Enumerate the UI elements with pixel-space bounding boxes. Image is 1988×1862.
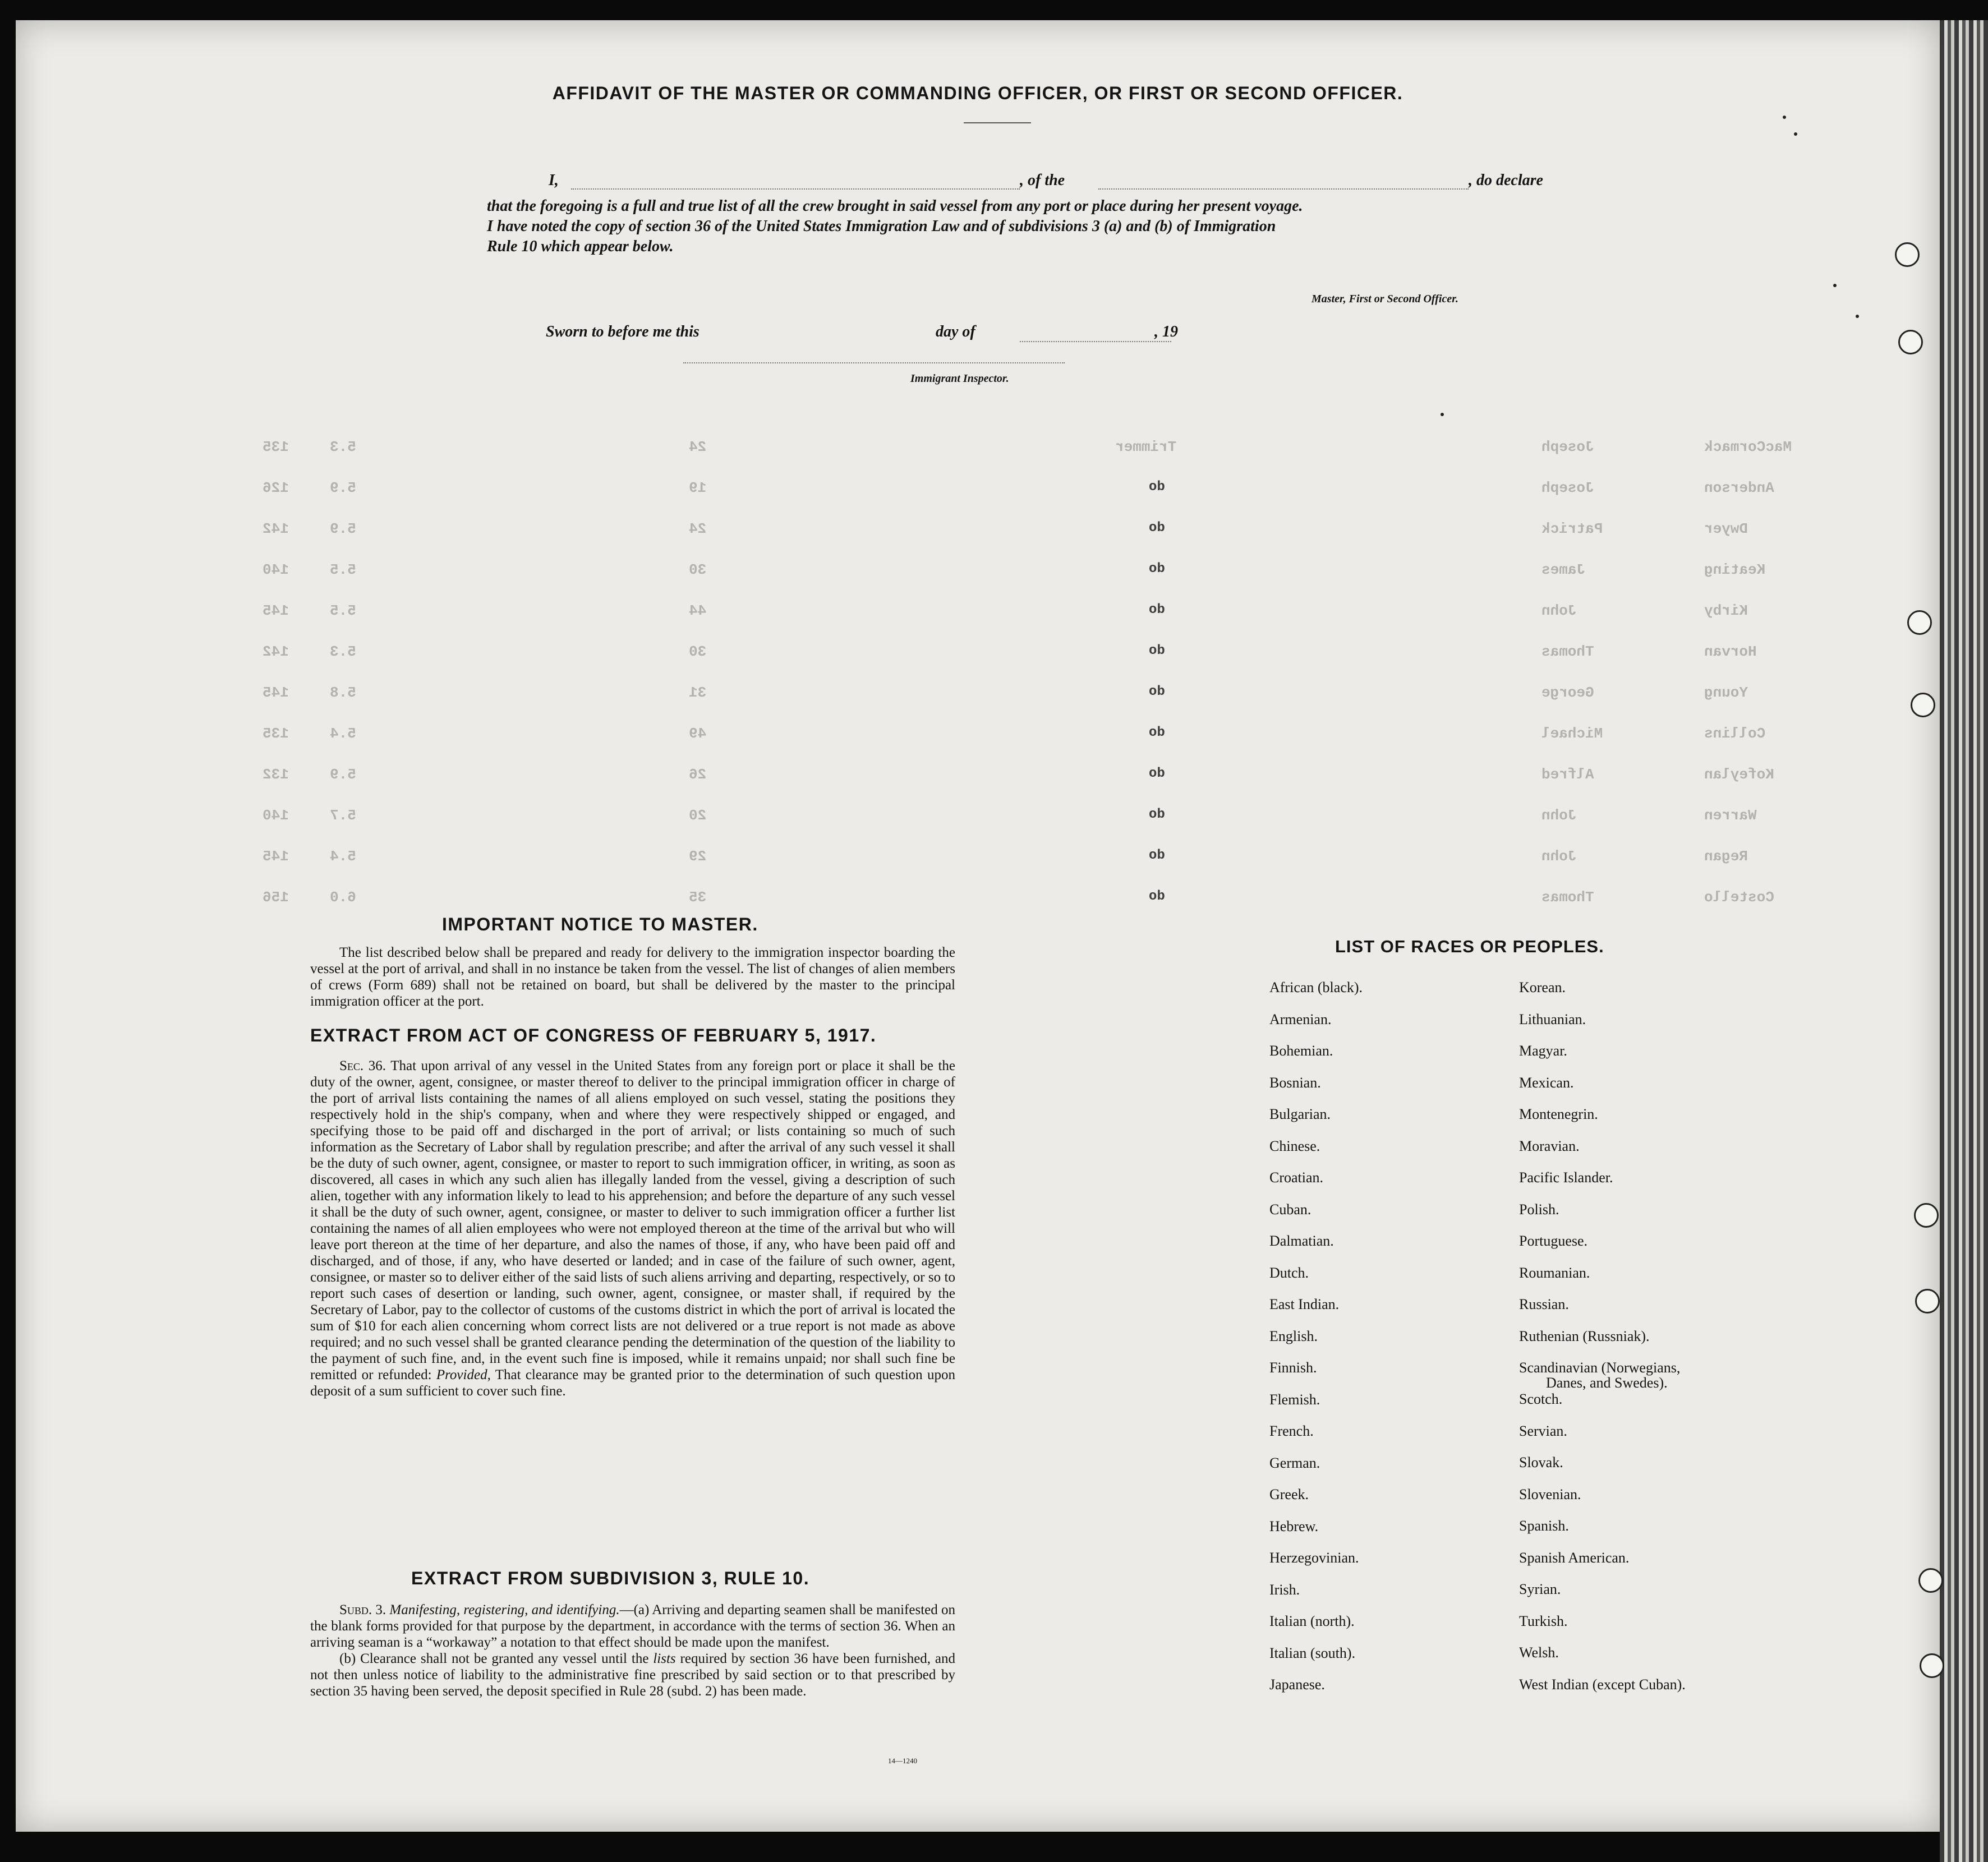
race-item: Moravian. [1519,1137,1580,1154]
race-item: Montenegrin. [1519,1106,1598,1122]
race-item: Portuguese. [1519,1233,1588,1249]
ghost-last-name: Young [1704,684,1748,701]
ghost-height: 5.8 [330,684,356,701]
race-item: Herzegovinian. [1269,1550,1359,1566]
race-item: French. [1269,1423,1314,1439]
punch-hole [1911,693,1935,717]
race-item: Hebrew. [1269,1518,1319,1534]
race-item: Dutch. [1269,1264,1309,1281]
ghost-last-name: Anderson [1704,480,1774,496]
ghost-position: do [1149,889,1165,904]
ghost-position: do [1149,561,1165,577]
para-b-1: Clearance shall not be granted any vessel until the [360,1651,649,1666]
ghost-last-name: Collins [1704,725,1766,742]
race-item: Servian. [1519,1422,1567,1439]
ghost-position: do [1149,684,1165,699]
form-sheet [16,20,1940,1832]
race-item: Welsh. [1519,1644,1559,1661]
speck [1833,284,1837,287]
speck [1441,413,1444,416]
inspector-label: Immigrant Inspector. [910,372,1009,385]
race-item: Turkish. [1519,1612,1568,1629]
race-item: African (black). [1269,979,1363,995]
ghost-last-name: Costello [1704,889,1774,906]
ghost-height: 5.9 [330,766,356,783]
important-notice-heading: IMPORTANT NOTICE TO MASTER. [442,914,758,934]
ghost-first-name: John [1541,602,1577,619]
declaration-line-2: that the foregoing is a full and true list of all the crew brought in said vessel from any port or place during her present voyage. [487,197,1303,215]
race-item: Bosnian. [1269,1074,1321,1091]
declaration-i: I, [549,172,559,189]
ghost-last-name: MacCormack [1704,439,1792,455]
race-item: Finnish. [1269,1359,1317,1376]
ghost-last-name: Warren [1704,807,1757,824]
race-item: Slovak. [1519,1454,1563,1471]
ghost-age: 31 [689,684,707,701]
punch-hole [1920,1653,1944,1678]
form-number: 14—1240 [888,1757,917,1765]
race-item: Roumanian. [1519,1264,1590,1281]
declaration-line-4: Rule 10 which appear below. [487,238,674,255]
ghost-age: 20 [689,807,707,824]
ghost-last-name: Dwyer [1704,520,1748,537]
race-item: Slovenian. [1519,1486,1581,1502]
race-item: Bohemian. [1269,1043,1333,1059]
speck [1794,132,1797,136]
ghost-first-name: John [1541,848,1577,865]
ghost-position: do [1149,725,1165,740]
binding-edge [1940,20,1988,1862]
punch-hole [1898,330,1923,354]
name-blank [571,188,1020,190]
sworn-text: Sworn to before me this [546,323,700,340]
sec-36-text: That upon arrival of any vessel in the United States from any foreign port or place it shall be the duty of the owner, agent, consignee, or master thereof to deliver to the principal immigration officer in charge of the port of arrival lists containing the names of all aliens employed on such vessel, stating the positions they respectively hold in the ship's company, when and where they were respectively shipped or engaged, and specifying those to be paid off and discharged in the port of arrival; or lists containing so much of such information as the Secretary of Labor shall by regulation prescribe; and after the arrival of any such vessel it shall be the duty of such owner, agent, consignee, or master to report to such immigration officer, in writing, as soon as discovered, all cases in which any such alien has illegally landed from the vessel, giving a description of such alien, together with any information likely to lead to his apprehension; and before the departure of any such vessel it shall be the duty of such owner, agent, consignee, or master to deliver to such immigration officer a further list containing the names of all alien employees who were not employed thereon at the time of the arrival but who will leave port thereon at the time of her departure, and also the names of those, if any, who have been paid off and discharged, and of those, if any, who have deserted or landed; and in case of the failure of such owner, agent, consignee, or master so to deliver either of the said lists of such aliens arriving and departing, respectively, or so to report such cases of desertion or landing, such owner, agent, consignee, or master shall, if required by the Secretary of Labor, pay to the collector of customs of the customs district in which the port of arrival is located the sum of $10 for each alien concerning whom correct lists are not delivered or a true report is not made as above required; and no such vessel shall be granted clearance pending the determination of the question of the liability to the payment of such fine, and, in the event such fine is imposed, while it remains unpaid; nor shall such fine be remitted or refunded: [310,1058,955,1382]
punch-hole [1915,1289,1940,1313]
title-divider [964,122,1031,123]
ghost-number: 156 [263,889,289,906]
ghost-height: 5.9 [330,480,356,496]
ghost-age: 24 [689,520,707,537]
race-item: Scandinavian (Norwegians, [1519,1359,1681,1376]
ghost-last-name: Keating [1704,561,1766,578]
vessel-blank [1098,188,1469,190]
ghost-height: 5.5 [330,561,356,578]
race-item: Japanese. [1269,1676,1325,1693]
ghost-number: 140 [263,807,289,824]
race-item: Pacific Islander. [1519,1169,1613,1186]
extract-rule-text [310,1602,955,1699]
ghost-position: do [1149,602,1165,617]
subd-title: Manifesting, registering, and identifying. [389,1602,620,1617]
race-item: Flemish. [1269,1391,1320,1408]
ghost-position: do [1149,848,1165,863]
punch-hole [1907,610,1932,635]
ghost-number: 135 [263,725,289,742]
ghost-height: 5.3 [330,439,356,455]
race-item: Irish. [1269,1581,1300,1598]
para-b-2: required by section 36 have been furnished, and not then unless notice of liability to the administrative fine prescribed by said section or to that prescribed by section 35 having been served, the deposit specified in Rule 28 (subd. 2) has been made. [310,1651,956,1699]
race-item: Croatian. [1269,1169,1324,1186]
ghost-age: 44 [689,602,707,619]
ghost-position: do [1149,807,1165,822]
ghost-number: 145 [263,684,289,701]
ghost-first-name: James [1541,561,1586,578]
ghost-age: 24 [689,439,707,455]
declaration-of-the: , of the [1020,172,1065,189]
sec-label: Sec. 36. [339,1058,386,1073]
races-right-column [1519,979,1686,1708]
race-item: Syrian. [1519,1581,1561,1597]
ghost-first-name: George [1541,684,1594,701]
ghost-position: do [1149,643,1165,658]
ghost-number: 142 [263,643,289,660]
race-item: Chinese. [1269,1137,1320,1154]
races-heading: LIST OF RACES OR PEOPLES. [1335,937,1604,956]
ghost-number: 145 [263,602,289,619]
ghost-age: 49 [689,725,707,742]
declaration-declare: , do declare [1469,172,1543,189]
race-item: Mexican. [1519,1074,1574,1091]
punch-hole [1914,1203,1939,1228]
ghost-last-name: Kofeylan [1704,766,1774,783]
ghost-last-name: Kirby [1704,602,1748,619]
signature-label: Master, First or Second Officer. [1311,293,1458,305]
race-item: Cuban. [1269,1201,1311,1218]
ghost-first-name: Michael [1541,725,1603,742]
punch-hole [1918,1568,1943,1593]
ghost-first-name: Thomas [1541,889,1594,906]
para-b-label: (b) [339,1651,356,1666]
ghost-position: do [1149,480,1165,495]
race-item: Ruthenian (Russniak). [1519,1328,1650,1344]
race-item: Dalmatian. [1269,1233,1334,1249]
subd-label: Subd. 3. [339,1602,386,1617]
race-item: English. [1269,1328,1318,1344]
inspector-signature-blank [683,362,1065,363]
race-item: Italian (south). [1269,1644,1356,1661]
race-item: Korean. [1519,979,1566,995]
race-item: Spanish. [1519,1518,1569,1534]
ghost-height: 5.3 [330,643,356,660]
ghost-first-name: Patrick [1541,520,1603,537]
race-item: Spanish American. [1519,1549,1630,1566]
race-item: Lithuanian. [1519,1011,1586,1027]
declaration-line-3: I have noted the copy of section 36 of the United States Immigration Law and of subdivisions 3 (a) and (b) of Immigration [487,218,1276,235]
speck [1783,116,1786,119]
ghost-first-name: Joseph [1541,439,1594,455]
race-item: Magyar. [1519,1043,1567,1059]
bleed-through-rows [16,413,1940,918]
race-item: Danes, and Swedes). [1546,1375,1668,1391]
ghost-last-name: Horvan [1704,643,1757,660]
affidavit-title: AFFIDAVIT OF THE MASTER OR COMMANDING OFFICER, OR FIRST OR SECOND OFFICER. [552,83,1403,103]
day-of-text: day of [936,323,975,340]
ghost-height: 6.0 [330,889,356,906]
ghost-first-name: Alfred [1541,766,1594,783]
ghost-first-name: Joseph [1541,480,1594,496]
ghost-age: 35 [689,889,707,906]
provided-word: Provided, [436,1367,491,1382]
ghost-number: 140 [263,561,289,578]
ghost-age: 19 [689,480,707,496]
ghost-number: 132 [263,766,289,783]
extract-act-text [310,1058,955,1399]
ghost-number: 135 [263,439,289,455]
race-item: Scotch. [1519,1391,1563,1407]
ghost-age: 26 [689,766,707,783]
ghost-last-name: Regan [1704,848,1748,865]
year-text: , 19 [1154,323,1178,340]
sec-36-text-end: That clearance may be granted prior to the determination of such question upon deposit of a sum sufficient to cover such fine. [310,1367,955,1399]
ghost-number: 145 [263,848,289,865]
ghost-height: 5.9 [330,520,356,537]
ghost-position: do [1149,766,1165,781]
race-item: Greek. [1269,1486,1309,1502]
important-notice-text: The list described below shall be prepared and ready for delivery to the immigration inspector boarding the vessel at the port of arrival, and shall in no instance be taken from the vessel. The list of changes of alien members of crews (Form 689) shall not be retained on board, but shall be delivered by the master to the principal immigration officer at the port. [310,945,955,1009]
race-item: Armenian. [1269,1011,1332,1027]
ghost-number: 142 [263,520,289,537]
ghost-age: 30 [689,643,707,660]
ghost-number: 126 [263,480,289,496]
race-item: West Indian (except Cuban). [1519,1676,1686,1693]
race-item: Italian (north). [1269,1613,1355,1629]
ghost-age: 30 [689,561,707,578]
date-blank [1020,341,1171,342]
ghost-height: 5.7 [330,807,356,824]
ghost-position: do [1149,520,1165,536]
punch-hole [1895,242,1920,267]
speck [1856,315,1859,318]
races-left-column [1269,979,1363,1708]
ghost-height: 5.4 [330,848,356,865]
ghost-position: Trimmer [1115,439,1177,455]
para-b-lists: lists [653,1651,676,1666]
race-item: East Indian. [1269,1296,1340,1312]
race-item: Bulgarian. [1269,1106,1331,1122]
ghost-first-name: Thomas [1541,643,1594,660]
race-item: Russian. [1519,1296,1569,1312]
race-item: Polish. [1519,1201,1559,1218]
ghost-height: 5.4 [330,725,356,742]
ghost-first-name: John [1541,807,1577,824]
extract-act-heading: EXTRACT FROM ACT OF CONGRESS OF FEBRUARY 5, 1917. [310,1025,877,1045]
extract-rule-heading: EXTRACT FROM SUBDIVISION 3, RULE 10. [411,1568,810,1588]
para-a: —(a) Arriving and departing seamen shall be manifested on the blank forms provided for that purpose by the department, in accordance with the terms of section 36. When an arriving seaman is a “workaway” a notation to that effect should be made upon the manifest. [310,1602,956,1650]
race-item: German. [1269,1454,1320,1471]
ghost-height: 5.5 [330,602,356,619]
ghost-age: 29 [689,848,707,865]
